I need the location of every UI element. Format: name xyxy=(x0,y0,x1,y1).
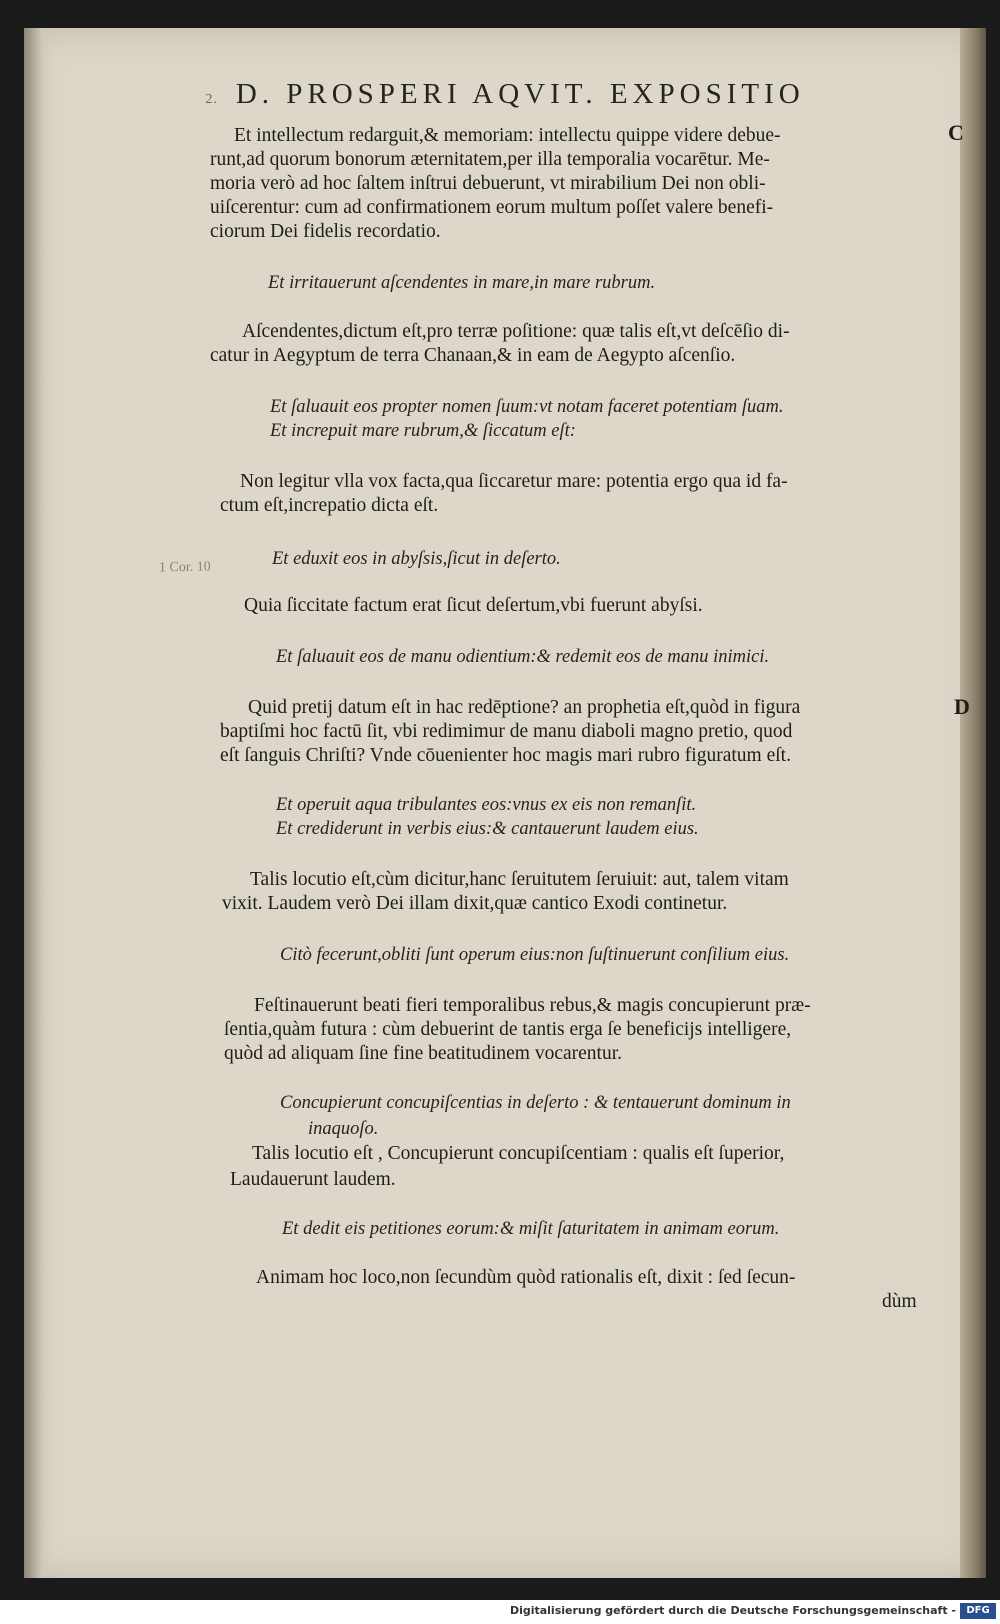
text-line: catur in Aegyptum de terra Chanaan,& in eam de Aegypto aſcenſio. xyxy=(210,345,736,366)
verse-line: Et operuit aqua tribulantes eos:vnus ex eis non remanſit. xyxy=(276,795,697,815)
text-line: Talis locutio eſt,cùm dicitur,hanc ſeruitutem ſeruiuit: aut, talem vitam xyxy=(250,869,789,890)
text-line: ſentia,quàm futura : cùm debuerint de tantis erga ſe beneficijs intelligere, xyxy=(224,1019,792,1040)
text-line: moria verò ad hoc ſaltem inſtrui debuerunt, vt mirabilium Dei non obli- xyxy=(210,173,766,194)
text-line: baptiſmi hoc factū ſit, vbi redimimur de manu diaboli magno pretio, quod xyxy=(220,721,793,742)
book-page xyxy=(24,28,986,1578)
verse-line: Et crediderunt in verbis eius:& cantauerunt laudem eius. xyxy=(276,819,699,839)
text-line: runt,ad quorum bonorum æternitatem,per illa temporalia vocarētur. Me- xyxy=(210,149,770,170)
verse-line: Et eduxit eos in abyſsis,ſicut in deſerto. xyxy=(272,549,561,569)
margin-letter-d: D xyxy=(954,694,970,719)
page-edge xyxy=(960,28,986,1578)
text-line: Et intellectum redarguit,& memoriam: intellectu quippe videre debue- xyxy=(234,125,781,146)
text-line: Quia ſiccitate factum erat ſicut deſertum,vbi fuerunt abyſsi. xyxy=(244,595,703,616)
verse-line: Concupierunt concupiſcentias in deſerto : & tentauerunt dominum in xyxy=(280,1093,791,1113)
margin-letter-c: C xyxy=(948,120,964,145)
verse-line: Et ſaluauit eos de manu odientium:& redemit eos de manu inimici. xyxy=(276,647,770,667)
text-line: ctum eſt,increpatio dicta eſt. xyxy=(220,495,439,516)
text-line: quòd ad aliquam ſine fine beatitudinem vocarentur. xyxy=(224,1043,622,1064)
catchword: dùm xyxy=(882,1291,917,1312)
text-line: vixit. Laudem verò Dei illam dixit,quæ cantico Exodi continetur. xyxy=(222,893,728,914)
text-line: Quid pretij datum eſt in hac redēptione? an prophetia eſt,quòd in figura xyxy=(248,697,801,718)
verse-line: Citò fecerunt,obliti ſunt operum eius:non ſuſtinuerunt conſilium eius. xyxy=(280,945,790,965)
text-line: Laudauerunt laudem. xyxy=(230,1169,396,1190)
verse-line: Et dedit eis petitiones eorum:& miſit ſaturitatem in animam eorum. xyxy=(282,1219,780,1239)
gutter-shadow xyxy=(24,28,50,1578)
text-line: Aſcendentes,dictum eſt,pro terræ poſitione: quæ talis eſt,vt deſcēſio di- xyxy=(242,321,790,342)
header-lead: 2. xyxy=(205,92,218,107)
text-line: uiſcerentur: cum ad confirmationem eorum multum poſſet valere benefi- xyxy=(210,197,774,218)
running-header xyxy=(24,78,986,111)
text-line: ciorum Dei fidelis recordatio. xyxy=(210,221,441,242)
text-line: Animam hoc loco,non ſecundùm quòd rationalis eſt, dixit : ſed ſecun- xyxy=(256,1267,796,1288)
header-title: D. PROSPERI AQVIT. EXPOSITIO xyxy=(235,78,805,110)
verse-line: Et ſaluauit eos propter nomen ſuum:vt notam faceret potentiam ſuam. xyxy=(270,397,784,417)
verse-line: Et increpuit mare rubrum,& ſiccatum eſt: xyxy=(270,421,576,441)
footer-credit: Digitalisierung gefördert durch die Deutsche Forschungsgemeinschaft - xyxy=(509,1604,956,1617)
text-line: Talis locutio eſt , Concupierunt concupiſcentiam : qualis eſt ſuperior, xyxy=(252,1143,785,1164)
text-line: eſt ſanguis Chriſti? Vnde cōuenienter hoc magis mari rubro figuratum eſt. xyxy=(220,745,791,766)
text-line: Non legitur vlla vox facta,qua ſiccaretur mare: potentia ergo qua id fa- xyxy=(240,471,788,492)
verse-line: Et irritauerunt aſcendentes in mare,in mare rubrum. xyxy=(268,273,656,293)
verse-line: inaquoſo. xyxy=(308,1119,379,1139)
footer-bar xyxy=(0,1600,1000,1624)
text-line: Feſtinauerunt beati fieri temporalibus rebus,& magis concupierunt præ- xyxy=(254,995,811,1016)
margin-note: 1 Cor. 10 xyxy=(158,559,211,576)
dfg-logo: DFG xyxy=(960,1603,996,1619)
